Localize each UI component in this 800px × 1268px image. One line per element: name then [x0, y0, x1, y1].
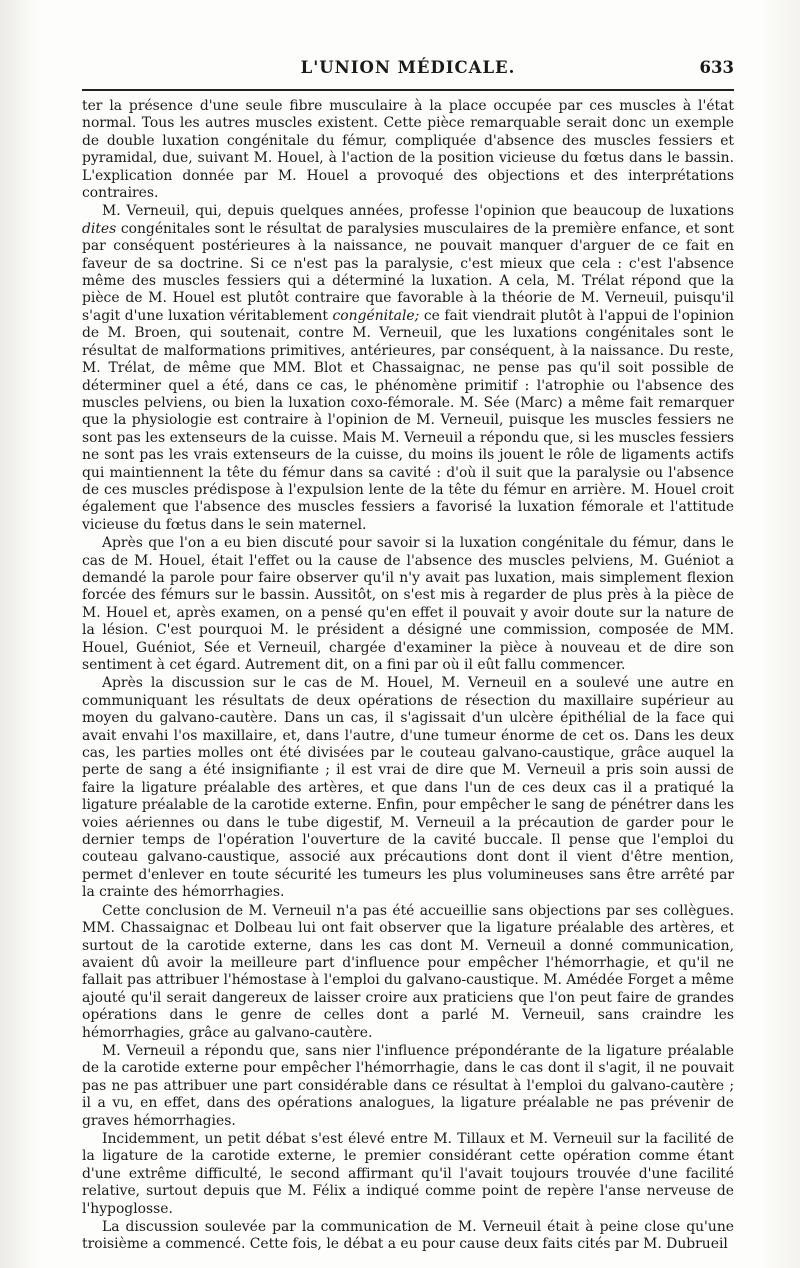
- paragraph-text: congénitales sont le résultat de paralysies musculaires de la première enfance, et sont par conséquent postérieures à la naissance, ne pouvait manquer d'arguer de ce fait en faveur de sa doctrine. Si ce n'est pas la paralysie, c'est mieux que cela : c'est l'absence même des muscles fessiers qui a déterminé la luxation. A cela, M. Trélat répond que la pièce de M. Houel est plutôt contraire que favorable à la théorie de M. Verneuil, puisqu'il s'agit d'une luxation véritablement: [82, 220, 734, 324]
- paragraph: Après que l'on a eu bien discuté pour savoir si la luxation congénitale du fémur, dans le cas de M. Houel, était l'effet ou la cause de l'absence des muscles pelviens, M. Guéniot a demandé la parole pour faire observer qu'il n'y avait pas luxation, mais simplement flexion forcée des fémurs sur le bassin. Aussitôt, on s'est mis à regarder de plus près à la pièce de M. Houel et, après examen, on a pensé qu'en effet il pouvait y avoir doute sur la nature de la lésion. C'est pourquoi M. le président a désigné une commission, composée de MM. Houel, Guéniot, Sée et Verneuil, chargée d'examiner la pièce à nouveau et de dire son sentiment à cet égard. Autrement dit, on a fini par où il eût fallu commencer.: [82, 535, 734, 673]
- paragraph-text: M. Verneuil, qui, depuis quelques années, professe l'opinion que beaucoup de luxations: [102, 203, 734, 220]
- page-number: 633: [699, 58, 734, 77]
- header-rule: [82, 89, 734, 91]
- paragraph-text: ce fait viendrait plutôt à l'appui de l'opinion de M. Broen, qui soutenait, contre M. Verneuil, que les luxations congénitales sont le résultat de malformations primitives, antérieures, par conséquent, à la naissance. Du reste, M. Trélat, de même que MM. Blot et Chassaignac, ne pense pas qu'il soit possible de déterminer quel a été, dans ce cas, le phénomène primitif : l'atrophie ou l'absence des muscles pelviens, ou bien la luxation coxo-fémorale. M. Sée (Marc) a même fait remarquer que la physiologie est contraire à l'opinion de M. Verneuil, puisque les muscles fessiers ne sont pas les extenseurs de la cuisse. Mais M. Verneuil a répondu que, si les muscles fessiers ne sont pas les vrais extenseurs de la cuisse, du moins ils jouent le rôle de ligaments actifs qui maintiennent la tête du fémur dans sa cavité : d'où il suit que la paralysie ou l'absence de ces muscles prédispose à l'expulsion lente de la tête du fémur en arrière. M. Houel croit également que l'absence des muscles fessiers a favorisé la luxation fémorale et l'attitude vicieuse du fœtus dans le sein maternel.: [82, 307, 734, 533]
- paragraph: Après la discussion sur le cas de M. Houel, M. Verneuil en a soulevé une autre en communiquant les résultats de deux opérations de résection du maxillaire supérieur au moyen du galvano-cautère. Dans un cas, il s'agissait d'un ulcère épithélial de la face qui avait envahi l'os maxillaire, et, dans l'autre, d'une tumeur énorme de cet os. Dans les deux cas, les parties molles ont été divisées par le couteau galvano-caustique, grâce auquel la perte de sang a été insignifiante ; il est vrai de dire que M. Verneuil a pris soin aussi de faire la ligature préalable des artères, et que dans l'un de ces deux cas il a pratiqué la ligature préalable de la carotide externe. Enfin, pour empêcher le sang de pénétrer dans les voies aériennes ou dans le tube digestif, M. Verneuil a la précaution de garder pour le dernier temps de l'opération l'ouverture de la cavité buccale. Il pense que l'emploi du couteau galvano-caustique, associé aux précautions dont dont il vient d'être mention, permet d'enlever en toute sécurité les tumeurs les plus volumineuses sans être arrêté par la crainte des hémorrhagies.: [82, 675, 734, 901]
- running-title: L'UNION MÉDICALE.: [300, 58, 516, 77]
- paragraph: Cette conclusion de M. Verneuil n'a pas été accueillie sans objections par ses collègues. MM. Chassaignac et Dolbeau lui ont fait observer que la ligature préalable des artères, et surtout de la carotide externe, dans les cas dont M. Verneuil a donné communication, avaient dû avoir la meilleure part d'influence pour empêcher l'hémorrhagie, et qu'il ne fallait pas attribuer l'hémostase à l'emploi du galvano-caustique. M. Amédée Forget a même ajouté qu'il serait dangereux de laisser croire aux praticiens que l'on peut faire de grandes opérations dans le genre de celles dont a parlé M. Verneuil, sans craindre les hémorrhagies, grâce au galvano-cautère.: [82, 902, 734, 1041]
- paragraph: ter la présence d'une seule fibre musculaire à la place occupée par ces muscles à l'état normal. Tous les autres muscles existent. Cette pièce remarquable serait donc un exemple de double luxation congénitale du fémur, compliquée d'absence des muscles fessiers et pyramidal, due, suivant M. Houel, à l'action de la position vicieuse du fœtus dans le bassin. L'explication donnée par M. Houel a provoqué des objections et des interprétations contraires.: [82, 98, 734, 202]
- running-header: [82, 58, 734, 84]
- paragraph: La discussion soulevée par la communication de M. Verneuil était à peine close qu'une troisième a commencé. Cette fois, le débat a eu pour cause deux faits cités par M. Dubrueil: [82, 1219, 734, 1253]
- italic-term: dites: [82, 220, 117, 237]
- italic-term: congénitale;: [332, 307, 420, 324]
- paragraph: [82, 203, 734, 534]
- paragraph: Incidemment, un petit débat s'est élevé entre M. Tillaux et M. Verneuil sur la facilité de la ligature de la carotide externe, le premier considérant cette opération comme étant d'une extrême difficulté, le second affirmant qu'il l'avait toujours trouvée d'une facilité relative, surtout depuis que M. Félix a indiqué comme point de repère l'anse nerveuse de l'hypoglosse.: [82, 1130, 734, 1217]
- article-body: [82, 98, 734, 1255]
- paragraph: M. Verneuil a répondu que, sans nier l'influence prépondérante de la ligature préalable de la carotide externe pour empêcher l'hémorrhagie, dans le cas dont il s'agit, il ne pouvait pas ne pas attribuer une part considérable dans ce résultat à l'emploi du galvano-cautère ; il a vu, en effet, dans des opérations analogues, la ligature préalable ne pas prévenir de graves hémorrhagies.: [82, 1042, 734, 1129]
